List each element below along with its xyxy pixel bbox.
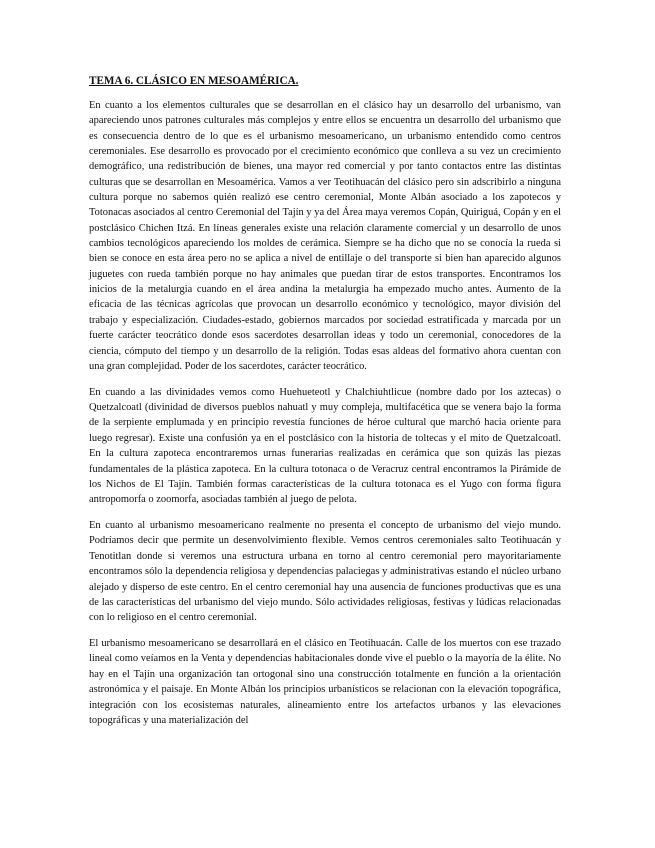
paragraph-teotihuacan: El urbanismo mesoamericano se desarrollará en el clásico en Teotihuacán. Calle de los muertos con ese trazado lineal como veíamos en la Venta y dependencias habitacionales donde vive el pueblo o la mayoría de la élite. No hay en el Tajín una organización tan ortogonal sino una construcción totalmente en función a la orientación astronómica y el paisaje. En Monte Albán los principios urbanísticos se relacionan con la elevación topográfica, integración con los ecosistemas naturales, alineamiento entre los artefactos urbanos y las elevaciones topográficas y una materialización del [89,638,561,726]
paragraph-urbanismo-mesoamericano: En cuanto al urbanismo mesoamericano realmente no presenta el concepto de urbanismo del viejo mundo. Podríamos decir que permite un desenvolvimiento flexible. Vemos centros ceremoniales salto Teotihuacán y Tenotitlan donde si veremos una estructura urbana en torno al centro ceremonial pero mayoritariamente encontramos sólo la dependencia religiosa y dependencias palaciegas y administrativas estando el núcleo urbano alejado y disperso de este centro. En el centro ceremonial hay una ausencia de funciones productivas que es una de las características del urbanismo del viejo mundo. Sólo actividades religiosas, festivas y lúdicas relacionadas con lo religioso en el centro ceremonial. [89,520,561,624]
document-title: TEMA 6. CLÁSICO EN MESOAMÉRICA. [89,75,299,87]
paragraph-divinidades: En cuando a las divinidades vemos como Huehueteotl y Chalchiuhtlicue (nombre dado por los aztecas) o Quetzalcoatl (divinidad de diversos pueblos nahuatl y muy compleja, multifacética que se venera bajo la forma de la serpiente emplumada y en principio revestía funciones de héroe cultural que marchó hacia oriente para luego regresar). Existe una confusión ya en el postclásico con la historia de toltecas y el mito de Quetzalcoatl. En la cultura zapoteca encontraremos urnas funerarias realizadas en cerámica que son quizás las piezas fundamentales de la plástica zapoteca. En la cultura totonaca o de Veracruz central encontramos la Pirámide de los Nichos de El Tajín. También formas características de la cultura totonaca es el Yugo con forma figura antropomorfa o zoomorfa, asociadas también al juego de pelota. [89,386,561,506]
document-page [89,74,561,739]
paragraph-urbanismo-clasico: En cuanto a los elementos culturales que se desarrollan en el clásico hay un desarrollo del urbanismo, van apareciendo unos patrones culturales más complejos y entre ellos se encuentra un desarrollo del urbanismo que es consecuencia dentro de lo que es el urbanismo mesoamericano, un urbanismo entendido como centros ceremoniales. Ese desarrollo es provocado por el crecimiento económico que conlleva a su vez un crecimiento demográfico, una redistribución de bienes, una mayor red comercial y por tanto contactos entre las distintas culturas que se desarrollan en Mesoamérica. Vamos a ver Teotihuacán del clásico pero sin adscribirlo a ninguna cultura porque no sabemos quién realizó ese centro ceremonial, Monte Albán asociado a los zapotecos y Totonacas asociados al centro Ceremonial del Tajín y ya del Área maya veremos Copán, Quiriguá, Copán y en el postclásico Chichen Itzá. En líneas generales existe una relación claramente comercial y un desarrollo de unos cambios tecnológicos apareciendo los moldes de cerámica. Siempre se ha dicho que no se conocía la rueda si bien se conoce en esta área pero no se aplica a nivel de entillaje o del transporte si bien han aparecido algunos juguetes con rueda también porque no hay animales que puedan tirar de estos transportes. Encontramos los inicios de la metalurgia cuando en el área andina la metalurgia ha empezado mucho antes. Aumento de la eficacia de las técnicas agrícolas que provocan un desarrollo económico y tecnológico, mayor división del trabajo y especialización. Ciudades-estado, gobiernos marcados por sociedad estratificada y marcada por un fuerte carácter teocrático donde esos sacerdotes desarrollan ideas y todo un ceremonial, conocedores de la ciencia, cómputo del tiempo y un desarrollo de la religión. Todas esas aldeas del formativo ahora cuentan con una gran complejidad. Poder de los sacerdotes, carácter teocrático. [89,100,561,372]
